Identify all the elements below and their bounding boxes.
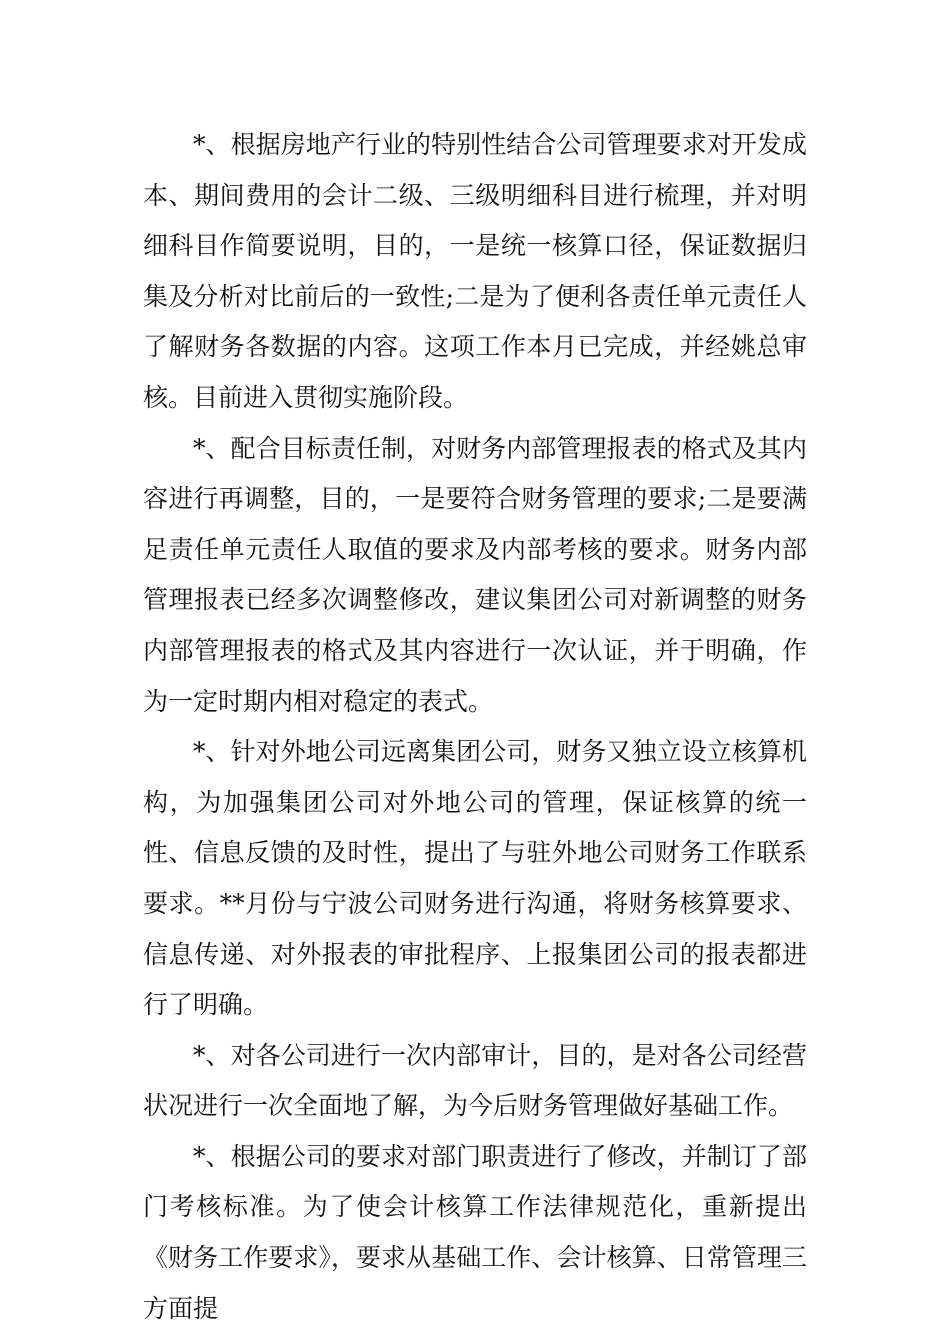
paragraph-internal-audit: *、对各公司进行一次内部审计，目的，是对各公司经营状况进行一次全面地了解，为今后财务管理做好基础工作。 <box>143 1040 807 1121</box>
document-body <box>143 120 807 1334</box>
paragraph-department-duties: *、根据公司的要求对部门职责进行了修改，并制订了部门考核标准。为了使会计核算工作法律规范化，重新提出《财务工作要求》，要求从基础工作、会计核算、日常管理三方面提 <box>143 1141 807 1323</box>
paragraph-management-reports: *、配合目标责任制，对财务内部管理报表的格式及其内容进行再调整，目的，一是要符合财务管理的要求;二是要满足责任单元责任人取值的要求及内部考核的要求。财务内部管理报表已经多次调整修改，建议集团公司对新调整的财务内部管理报表的格式及其内容进行一次认证，并于明确，作为一定时期内相对稳定的表式。 <box>143 433 807 716</box>
paragraph-remote-company-liaison: *、针对外地公司远离集团公司，财务又独立设立核算机构，为加强集团公司对外地公司的管理，保证核算的统一性、信息反馈的及时性，提出了与驻外地公司财务工作联系要求。**月份与宁波公司财务进行沟通，将财务核算要求、信息传递、对外报表的审批程序、上报集团公司的报表都进行了明确。 <box>143 737 807 1020</box>
paragraph-chart-of-accounts: *、根据房地产行业的特别性结合公司管理要求对开发成本、期间费用的会计二级、三级明细科目进行梳理，并对明细科目作简要说明，目的，一是统一核算口径，保证数据归集及分析对比前后的一致性;二是为了便利各责任单元责任人了解财务各数据的内容。这项工作本月已完成，并经姚总审核。目前进入贯彻实施阶段。 <box>143 130 807 412</box>
